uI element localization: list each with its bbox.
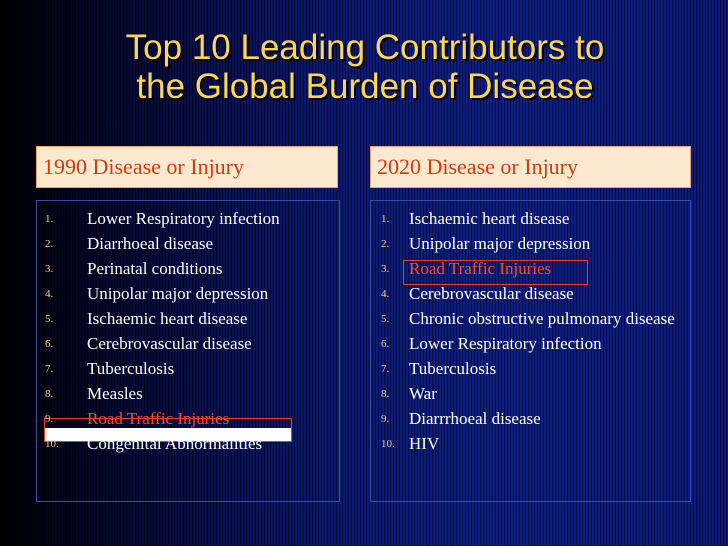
list-item-text: Chronic obstructive pulmonary disease — [409, 309, 675, 328]
list-item-number: 1. — [381, 213, 390, 225]
list-item-number: 6. — [45, 338, 54, 350]
list-item-text: Cerebrovascular disease — [87, 334, 252, 353]
list-item — [37, 384, 339, 404]
list-item-number: 5. — [45, 313, 54, 325]
slide-title-line-2: the Global Burden of Disease — [136, 67, 594, 106]
list-item-number: 5. — [381, 313, 390, 325]
list-item-text: Unipolar major depression — [409, 234, 591, 253]
list-item-number: 10. — [381, 438, 395, 450]
list-item-number: 7. — [45, 363, 54, 375]
list-item-number: 3. — [381, 263, 390, 275]
list-item-highlighted — [37, 409, 339, 429]
list-item-number: 6. — [381, 338, 390, 350]
list-item-number: 9. — [45, 413, 54, 425]
list-panel-2020 — [370, 200, 691, 502]
list-item — [371, 309, 690, 329]
list-item-number: 8. — [45, 388, 54, 400]
list-item-text: War — [409, 384, 437, 403]
list-item — [371, 334, 690, 354]
list-item — [37, 334, 339, 354]
list-item — [371, 434, 690, 454]
list-item-number: 2. — [381, 238, 390, 250]
list-item — [371, 359, 690, 379]
list-item-text: Unipolar major depression — [87, 284, 269, 303]
list-item-text: Lower Respiratory infection — [87, 209, 280, 228]
list-item — [371, 409, 690, 429]
list-item — [37, 234, 339, 254]
slide-title — [40, 28, 690, 106]
disease-list-2020 — [371, 201, 690, 454]
list-item-text: HIV — [409, 434, 440, 453]
list-item — [371, 284, 690, 304]
list-item — [371, 384, 690, 404]
list-item-text: Road Traffic Injuries — [87, 409, 230, 428]
column-header-1990: 1990 Disease or Injury — [36, 146, 338, 188]
list-item-text: Cerebrovascular disease — [409, 284, 574, 303]
list-item-number: 4. — [45, 288, 54, 300]
list-item-text: Diarrrhoeal disease — [409, 409, 541, 428]
list-item — [37, 259, 339, 279]
list-item-number: 9. — [381, 413, 390, 425]
list-item-text: Lower Respiratory infection — [409, 334, 602, 353]
list-item — [37, 209, 339, 229]
list-item — [371, 234, 690, 254]
list-item — [37, 284, 339, 304]
list-item — [37, 359, 339, 379]
list-item — [37, 434, 339, 454]
list-item-text: Tuberculosis — [409, 359, 497, 378]
list-item-text: Tuberculosis — [87, 359, 175, 378]
slide-title-line-1: Top 10 Leading Contributors to — [125, 28, 605, 67]
list-item-text: Diarrhoeal disease — [87, 234, 214, 253]
list-item-number: 2. — [45, 238, 54, 250]
list-item — [371, 209, 690, 229]
list-item-text: Ischaemic heart disease — [409, 209, 570, 228]
list-item-text: Measles — [87, 384, 143, 403]
list-item — [37, 309, 339, 329]
list-item-text: Ischaemic heart disease — [87, 309, 248, 328]
list-item-number: 10. — [45, 438, 59, 450]
list-item-text: Congenital Abnormalities — [87, 434, 263, 453]
list-item-text: Road Traffic Injuries — [409, 259, 552, 278]
list-item-number: 3. — [45, 263, 54, 275]
column-header-2020: 2020 Disease or Injury — [370, 146, 691, 188]
list-item-number: 8. — [381, 388, 390, 400]
list-item-number: 1. — [45, 213, 54, 225]
list-item-highlighted — [371, 259, 690, 279]
list-item-number: 4. — [381, 288, 390, 300]
list-item-text: Perinatal conditions — [87, 259, 223, 278]
disease-list-1990 — [37, 201, 339, 454]
list-item-number: 7. — [381, 363, 390, 375]
list-panel-1990 — [36, 200, 340, 502]
